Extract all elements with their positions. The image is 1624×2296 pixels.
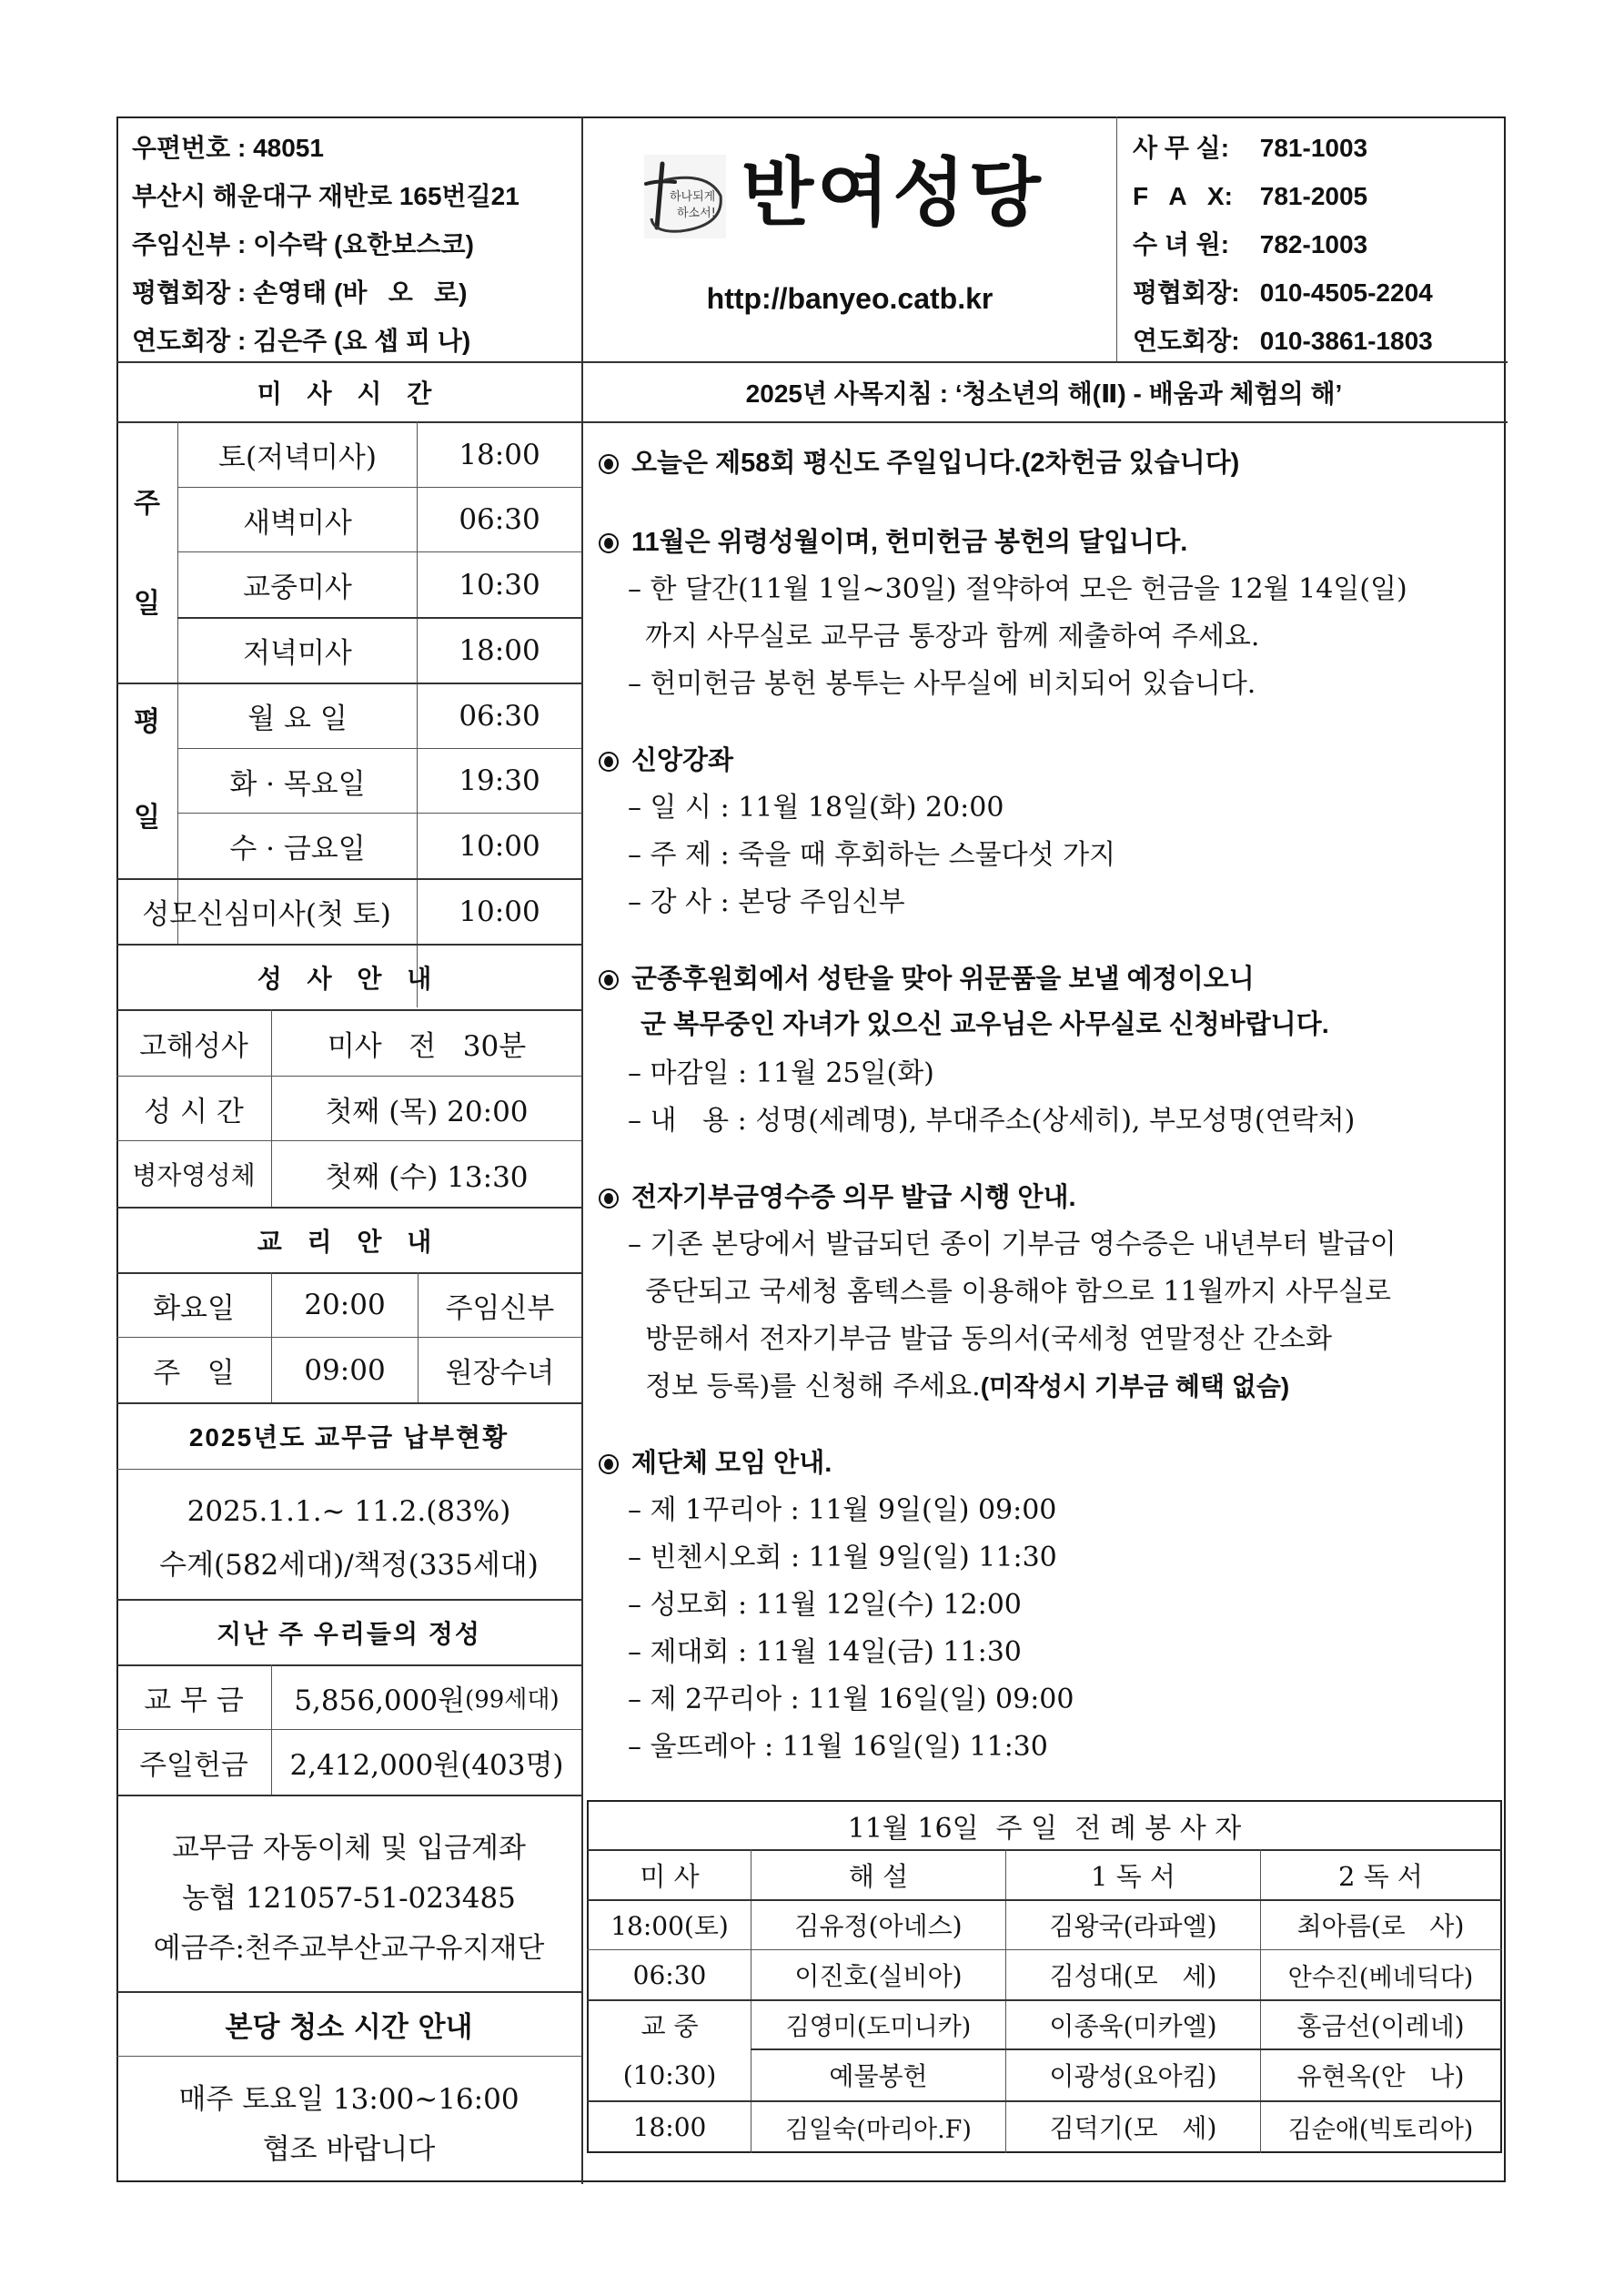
mass-name: 수 · 금요일 — [229, 833, 366, 865]
servers-col-commentator: 해 설 — [848, 1860, 909, 1892]
contact-convent: 수 녀 원: 782-1003 — [1133, 230, 1368, 258]
mass-name: 월 요 일 — [247, 703, 348, 735]
server-reader2: 김순애(빅토리아) — [1287, 2115, 1474, 2144]
server-reader1: 이종욱(미카엘) — [1049, 2010, 1217, 2041]
sacrament-name: 병자영성체 — [132, 1160, 256, 1190]
catechism-time: 20:00 — [304, 1289, 386, 1321]
dues-households: 수계(582세대)/책정(335세대) — [159, 1548, 539, 1582]
catechism-day: 화요일 — [153, 1291, 235, 1325]
notice-detail: – 강 사 : 본당 주임신부 — [628, 886, 905, 918]
notice-laity-sunday: 오늘은 제58회 평신도 주일입니다.(2차헌금 있습니다) — [599, 442, 1239, 480]
contact-prayer: 연도회장: 010-3861-1803 — [1133, 327, 1433, 355]
server-commentator: 이진호(실비아) — [794, 1961, 963, 1991]
server-reader1: 김덕기(모 세) — [1049, 2113, 1217, 2143]
notice-detail: – 헌미헌금 봉헌 봉투는 사무실에 비치되어 있습니다. — [628, 668, 1256, 700]
sacrament-value: 첫째 (수) 13:30 — [325, 1160, 529, 1194]
notice-detail: 까지 사무실로 교무금 통장과 함께 제출하여 주세요. — [628, 621, 1260, 652]
rule — [116, 2056, 581, 2057]
notice-detail: 중단되고 국세청 홈텍스를 이용해야 함으로 11월까지 사무실로 — [628, 1276, 1391, 1308]
notice-detail: – 마감일 : 11월 25일(화) — [628, 1057, 934, 1089]
mass-name: 새벽미사 — [243, 506, 352, 540]
notice-groups: 제단체 모임 안내. — [599, 1442, 832, 1480]
contact-council: 평협회장: 010-4505-2204 — [1133, 278, 1433, 307]
church-name: 반여성당 — [741, 152, 1044, 235]
notice-emphasis: (미작성시 기부금 혜택 없슴) — [980, 1372, 1290, 1401]
cleaning-time: 매주 토요일 13:00~16:00 — [178, 2082, 519, 2116]
dues-period: 2025.1.1.~ 11.2.(83%) — [187, 1495, 511, 1528]
group-meeting: – 성모회 : 11월 12일(수) 12:00 — [628, 1589, 1022, 1621]
parish-info — [132, 124, 578, 365]
catechism-teacher: 주임신부 — [445, 1291, 555, 1325]
offering-amount: 5,856,000원 (99세대) — [294, 1684, 560, 1717]
group-meeting: – 빈첸시오회 : 11월 9일(일) 11:30 — [628, 1542, 1057, 1573]
group-label-sunday-2: 일 — [134, 589, 160, 619]
svg-text:하나되게: 하나되게 — [670, 190, 716, 204]
mass-time: 19:30 — [459, 764, 540, 797]
notice-detail: – 기존 본당에서 발급되던 종이 기부금 영수증은 내년부터 발급이 — [628, 1229, 1397, 1260]
server-reader2: 홍금선(이레네) — [1296, 2010, 1465, 2041]
notice-e-receipt: 전자기부금영수증 의무 발급 시행 안내. — [599, 1177, 1076, 1214]
offering-name: 교 무 금 — [144, 1684, 244, 1717]
rule — [116, 1469, 581, 1470]
contact-fax: F A X: 781-2005 — [1133, 182, 1368, 210]
group-label-weekday-2: 일 — [134, 803, 160, 833]
server-mass: 18:00 — [632, 2111, 707, 2142]
server-mass: 18:00(토) — [610, 1911, 729, 1941]
bank-account: 농협 121057-51-023485 — [182, 1881, 516, 1915]
servers-col-reader1: 1 독 서 — [1091, 1860, 1175, 1892]
server-commentator: 김영미(도미니카) — [785, 2013, 972, 2041]
svg-text:하소서!: 하소서! — [677, 207, 716, 220]
server-commentator: 예물봉헌 — [829, 2061, 928, 2091]
catechism-title: 교 리 안 내 — [257, 1227, 441, 1256]
bullet-icon — [599, 752, 619, 772]
sacrament-name: 고해성사 — [139, 1029, 248, 1063]
contact-office: 사 무 실: 781-1003 — [1133, 134, 1368, 162]
offering-amount: 2,412,000원 (403명) — [289, 1749, 564, 1782]
server-reader2: 안수진(베네딕다) — [1287, 1963, 1474, 1992]
servers-title: 11월 16일 주 일 전 례 봉 사 자 — [847, 1813, 1242, 1845]
offerings-title: 지난 주 우리들의 정성 — [217, 1619, 481, 1648]
group-meeting: – 울뜨레아 : 11월 16일(일) 11:30 — [628, 1731, 1048, 1763]
server-commentator: 김유정(아네스) — [794, 1911, 963, 1941]
server-commentator: 김일숙(마리아.F) — [785, 2115, 972, 2144]
bank-title: 교무금 자동이체 및 입금계좌 — [172, 1831, 526, 1865]
notice-detail: – 한 달간(11월 1일~30일) 절약하여 모은 헌금을 12월 14일(일) — [628, 573, 1407, 605]
prayer-president: 연도회장 : 김은주 (요 셉 피 나) — [132, 327, 471, 355]
offering-name: 주일헌금 — [139, 1749, 248, 1782]
header-divider — [1116, 116, 1117, 362]
marian-mass-time: 10:00 — [459, 895, 540, 928]
notice-detail: – 주 제 : 죽을 때 후회하는 스물다섯 가지 — [628, 839, 1116, 871]
bullet-icon — [599, 454, 619, 474]
mass-name: 저녁미사 — [243, 637, 352, 670]
mass-name: 화 · 목요일 — [229, 767, 366, 801]
cleaning-note: 협조 바랍니다 — [262, 2132, 436, 2166]
cross-logo-icon — [644, 155, 726, 238]
bank-holder: 예금주:천주교부산교구유지재단 — [153, 1931, 545, 1965]
server-mass: 06:30 — [632, 1959, 707, 1990]
notice-faith-lecture: 신앙강좌 — [599, 740, 733, 777]
notice-detail: – 내 용 : 성명(세례명), 부대주소(상세히), 부모성명(연락처) — [628, 1105, 1356, 1137]
server-reader1: 김성대(모 세) — [1049, 1961, 1217, 1991]
bullet-icon — [599, 533, 619, 553]
mass-time: 06:30 — [459, 699, 540, 733]
mass-time: 10:30 — [459, 568, 540, 602]
council-president: 평협회장 : 손영태 (바 오 로) — [132, 278, 468, 307]
server-mass: 교 중 — [641, 2011, 699, 2041]
catechism-day: 주 일 — [153, 1357, 235, 1390]
group-label-sunday-1: 주 — [134, 489, 160, 519]
servers-col-mass: 미 사 — [640, 1860, 700, 1892]
server-reader2: 유현옥(안 나) — [1296, 2061, 1465, 2091]
mass-name: 교중미사 — [243, 571, 352, 604]
rule — [116, 1795, 581, 1796]
sacraments-title: 성 사 안 내 — [257, 964, 441, 993]
server-reader1: 이광성(요아킴) — [1049, 2061, 1217, 2091]
notice-detail: – 일 시 : 11월 18일(화) 20:00 — [628, 792, 1004, 824]
cleaning-title: 본당 청소 시간 안내 — [225, 2010, 473, 2044]
server-mass: (10:30) — [622, 2059, 717, 2090]
address: 부산시 해운대구 재반로 165번길21 — [132, 182, 519, 210]
notice-military-line2: 군 복무중인 자녀가 있으신 교우님은 사무실로 신청바랍니다. — [641, 1010, 1329, 1039]
pastoral-motto: 2025년 사목지침 : ‘청소년의 해(Ⅱ) - 배움과 체험의 해’ — [745, 379, 1343, 408]
catechism-teacher: 원장수녀 — [445, 1357, 555, 1390]
notice-november: 11월은 위령성월이며, 헌미헌금 봉헌의 달입니다. — [599, 521, 1187, 559]
mass-name: 토(저녁미사) — [218, 441, 377, 474]
sacrament-name: 성 시 간 — [144, 1095, 244, 1128]
group-meeting: – 제대회 : 11월 14일(금) 11:30 — [628, 1636, 1022, 1668]
notice-detail: 정보 등록)를 신청해 주세요.(미작성시 기부금 혜택 없슴) — [628, 1371, 1290, 1402]
column-divider — [581, 116, 583, 2184]
server-reader2: 최아름(로 사) — [1296, 1911, 1465, 1941]
mass-time: 18:00 — [459, 633, 540, 667]
notice-detail: 방문해서 전자기부금 발급 동의서(국세청 연말정산 간소화 — [628, 1323, 1332, 1355]
contact-list — [1133, 124, 1506, 365]
servers-col-reader2: 2 독 서 — [1338, 1860, 1423, 1892]
parish-logo — [644, 155, 726, 238]
catechism-time: 09:00 — [304, 1353, 386, 1387]
notice-military: 군종후원회에서 성탄을 맞아 위문품을 보낼 예정이오니 — [599, 958, 1255, 996]
pastor: 주임신부 : 이수락 (요한보스코) — [132, 230, 474, 258]
mass-times-title: 미 사 시 간 — [257, 379, 441, 408]
postal-code: 우편번호 : 48051 — [132, 134, 324, 162]
server-reader1: 김왕국(라파엘) — [1049, 1911, 1217, 1941]
bullet-icon — [599, 970, 619, 990]
bullet-icon — [599, 1454, 619, 1474]
group-meeting: – 제 1꾸리아 : 11월 9일(일) 09:00 — [628, 1494, 1057, 1526]
mass-time: 06:30 — [459, 503, 540, 536]
mass-time: 18:00 — [459, 438, 540, 471]
sacrament-value: 미사 전 30분 — [327, 1029, 527, 1063]
group-label-weekday-1: 평 — [134, 707, 160, 737]
church-url[interactable]: http://banyeo.catb.kr — [706, 282, 994, 315]
marian-mass-name: 성모신심미사(첫 토) — [142, 898, 391, 931]
group-meeting: – 제 2꾸리아 : 11월 16일(일) 09:00 — [628, 1684, 1074, 1715]
bullet-icon — [599, 1188, 619, 1209]
mass-time: 10:00 — [459, 829, 540, 863]
sacrament-value: 첫째 (목) 20:00 — [325, 1095, 529, 1128]
dues-status-title: 2025년도 교무금 납부현황 — [188, 1423, 509, 1451]
